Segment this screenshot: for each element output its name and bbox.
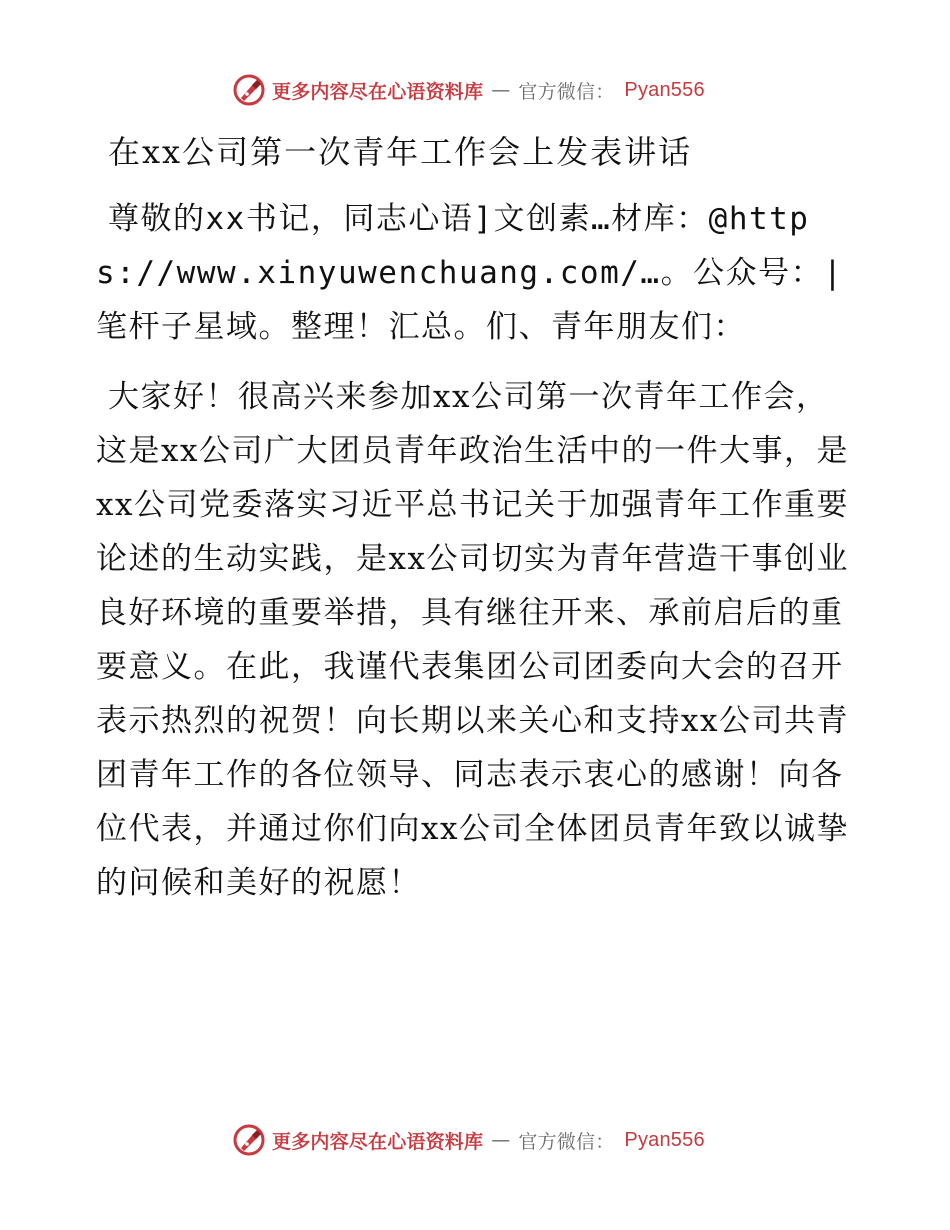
salutation-paragraph: 尊敬的xx书记，同志心语]文创素…材库：@https://www.xinyuwenchuang.com/…。公众号：|笔杆子星域。整理！汇总。们、青年朋友们： (96, 201, 844, 345)
banner-main-text: 更多内容尽在心语资料库 (272, 1130, 484, 1153)
document-title: 在xx公司第一次青年工作会上发表讲话 (108, 133, 693, 171)
body-paragraph: 大家好！很高兴来参加xx公司第一次青年工作会，这是xx公司广大团员青年政治生活中的一件大事，是xx公司党委落实习近平总书记关于加强青年工作重要论述的生动实践，是xx公司切实为青年营造干事创业良好环境的重要举措，具有继往开来、承前启后的重要意义。在此，我谨代表集团公司团委向大会的召开表示热烈的祝贺！向长期以来关心和支持xx公司共青团青年工作的各位领导、同志表示衷心的感谢！向各位代表，并通过你们向xx公司全体团员青年致以诚挚的问候和美好的祝愿！ (96, 379, 849, 901)
document-content (96, 118, 856, 910)
banner-dash: — (491, 1129, 511, 1151)
banner-official-label: 官方微信： (518, 80, 615, 103)
banner-official-label: 官方微信： (518, 1130, 615, 1153)
header-banner (232, 70, 752, 110)
pen-nib-logo-icon (232, 73, 266, 107)
pen-nib-logo-icon (232, 1123, 266, 1157)
banner-dash: — (491, 79, 511, 101)
banner-main-text: 更多内容尽在心语资料库 (272, 80, 484, 103)
banner-wechat-id: Pyan556 (624, 1128, 705, 1151)
footer-banner (232, 1120, 752, 1160)
banner-wechat-id: Pyan556 (624, 78, 705, 101)
